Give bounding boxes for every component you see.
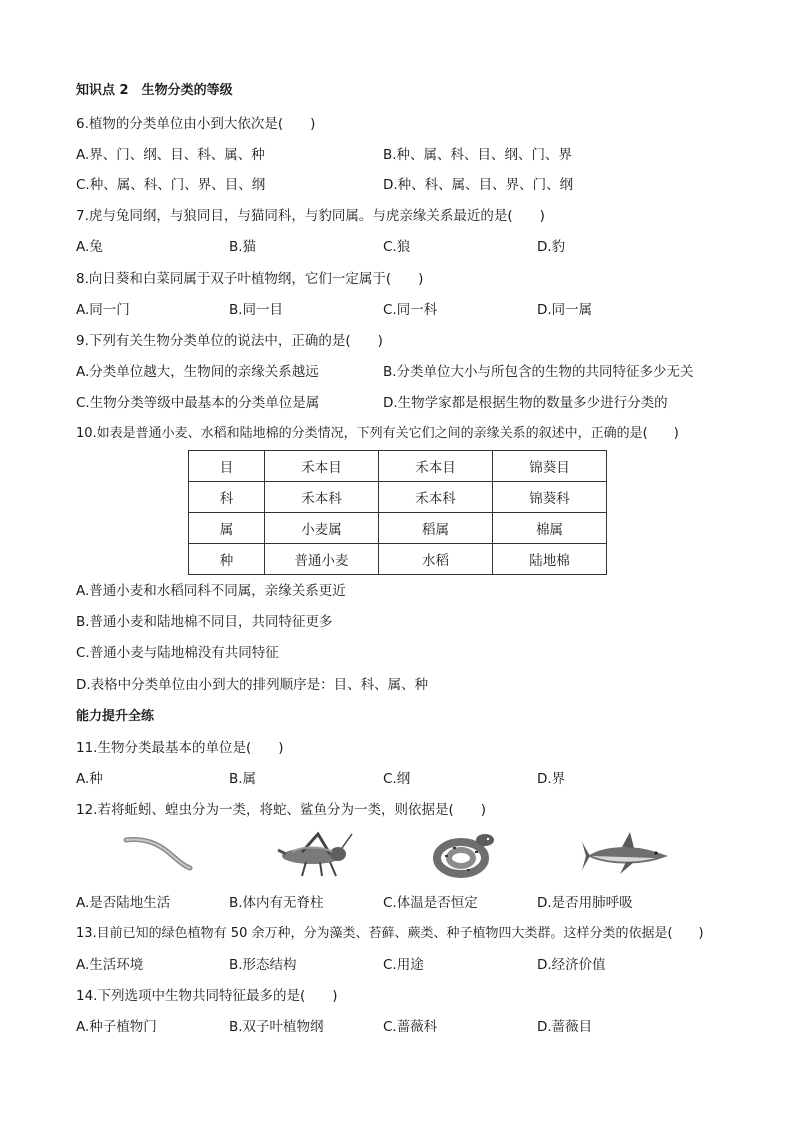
question-6-option-d: D.种、科、属、目、界、门、纲 bbox=[383, 177, 574, 193]
question-13-option-c: C.用途 bbox=[383, 957, 424, 973]
question-11-option-a: A.种 bbox=[76, 771, 103, 787]
table-cell: 水稻 bbox=[379, 544, 493, 575]
table-cell: 科 bbox=[189, 482, 265, 513]
question-10-option-a: A.普通小麦和水稻同科不同属，亲缘关系更近 bbox=[76, 583, 346, 599]
question-6-option-c: C.种、属、科、门、界、目、纲 bbox=[76, 177, 266, 193]
question-8-stem: 8.向日葵和白菜同属于双子叶植物纲，它们一定属于( ) bbox=[76, 271, 424, 287]
question-7-option-a: A.兔 bbox=[76, 239, 103, 255]
table-cell: 小麦属 bbox=[265, 513, 379, 544]
grasshopper-image bbox=[272, 828, 354, 880]
question-11-option-c: C.纲 bbox=[383, 771, 411, 787]
question-9-option-a: A.分类单位越大，生物间的亲缘关系越远 bbox=[76, 364, 319, 380]
question-10-option-c: C.普通小麦与陆地棉没有共同特征 bbox=[76, 645, 279, 661]
question-8-option-c: C.同一科 bbox=[383, 302, 438, 318]
question-6-stem: 6.植物的分类单位由小到大依次是( ) bbox=[76, 116, 316, 132]
question-12-stem: 12.若将蚯蚓、蝗虫分为一类，将蛇、鲨鱼分为一类，则依据是( ) bbox=[76, 802, 487, 818]
table-cell: 属 bbox=[189, 513, 265, 544]
question-6-option-a: A.界、门、纲、目、科、属、种 bbox=[76, 147, 265, 163]
question-10-stem: 10.如表是普通小麦、水稻和陆地棉的分类情况，下列有关它们之间的亲缘关系的叙述中，正确的是( ) bbox=[76, 426, 679, 441]
question-13-option-d: D.经济价值 bbox=[537, 957, 606, 973]
question-12-option-b: B.体内有无脊柱 bbox=[229, 895, 324, 911]
table-cell: 禾本科 bbox=[379, 482, 493, 513]
question-14-option-c: C.蔷薇科 bbox=[383, 1019, 438, 1035]
question-8-option-a: A.同一门 bbox=[76, 302, 130, 318]
table-row bbox=[189, 451, 607, 482]
question-9-option-b: B.分类单位大小与所包含的生物的共同特征多少无关 bbox=[383, 364, 694, 380]
question-9-option-d: D.生物学家都是根据生物的数量多少进行分类的 bbox=[383, 395, 668, 411]
question-9-stem: 9.下列有关生物分类单位的说法中，正确的是( ) bbox=[76, 333, 383, 349]
question-7-stem: 7.虎与兔同纲，与狼同目，与猫同科，与豹同属。与虎亲缘关系最近的是( ) bbox=[76, 208, 545, 224]
question-12-option-c: C.体温是否恒定 bbox=[383, 895, 478, 911]
table-cell: 锦葵科 bbox=[493, 482, 607, 513]
table-cell: 目 bbox=[189, 451, 265, 482]
table-cell: 禾本目 bbox=[379, 451, 493, 482]
question-14-option-d: D.蔷薇目 bbox=[537, 1019, 593, 1035]
question-8-option-d: D.同一属 bbox=[537, 302, 593, 318]
question-11-option-b: B.属 bbox=[229, 771, 257, 787]
question-10-option-d: D.表格中分类单位由小到大的排列顺序是：目、科、属、种 bbox=[76, 677, 429, 693]
question-13-option-a: A.生活环境 bbox=[76, 957, 144, 973]
snake-image bbox=[431, 828, 497, 878]
table-cell: 稻属 bbox=[379, 513, 493, 544]
table-cell: 棉属 bbox=[493, 513, 607, 544]
classification-table bbox=[188, 450, 607, 575]
earthworm-image bbox=[122, 832, 194, 872]
question-14-stem: 14.下列选项中生物共同特征最多的是( ) bbox=[76, 988, 338, 1004]
question-13-option-b: B.形态结构 bbox=[229, 957, 297, 973]
table-cell: 禾本目 bbox=[265, 451, 379, 482]
table-row bbox=[189, 482, 607, 513]
question-13-stem: 13.目前已知的绿色植物有 50 余万种，分为藻类、苔藓、蕨类、种子植物四大类群。这样分类的依据是( ) bbox=[76, 926, 704, 941]
table-row bbox=[189, 513, 607, 544]
table-cell: 种 bbox=[189, 544, 265, 575]
question-12-option-d: D.是否用肺呼吸 bbox=[537, 895, 633, 911]
table-cell: 锦葵目 bbox=[493, 451, 607, 482]
question-7-option-c: C.狼 bbox=[383, 239, 411, 255]
question-11-option-d: D.界 bbox=[537, 771, 566, 787]
question-7-option-b: B.猫 bbox=[229, 239, 257, 255]
table-cell: 禾本科 bbox=[265, 482, 379, 513]
section-heading-ability: 能力提升全练 bbox=[76, 709, 155, 724]
section-heading-knowledge-point-2: 知识点 2 生物分类的等级 bbox=[76, 83, 233, 98]
table-cell: 普通小麦 bbox=[265, 544, 379, 575]
question-12-option-a: A.是否陆地生活 bbox=[76, 895, 171, 911]
question-11-stem: 11.生物分类最基本的单位是( ) bbox=[76, 740, 284, 756]
question-8-option-b: B.同一目 bbox=[229, 302, 284, 318]
question-7-option-d: D.豹 bbox=[537, 239, 566, 255]
question-6-option-b: B.种、属、科、目、纲、门、界 bbox=[383, 147, 573, 163]
question-9-option-c: C.生物分类等级中最基本的分类单位是属 bbox=[76, 395, 320, 411]
shark-image bbox=[582, 828, 670, 880]
table-row bbox=[189, 544, 607, 575]
question-14-option-b: B.双子叶植物纲 bbox=[229, 1019, 324, 1035]
question-14-option-a: A.种子植物门 bbox=[76, 1019, 157, 1035]
question-10-option-b: B.普通小麦和陆地棉不同目，共同特征更多 bbox=[76, 614, 333, 630]
table-cell: 陆地棉 bbox=[493, 544, 607, 575]
